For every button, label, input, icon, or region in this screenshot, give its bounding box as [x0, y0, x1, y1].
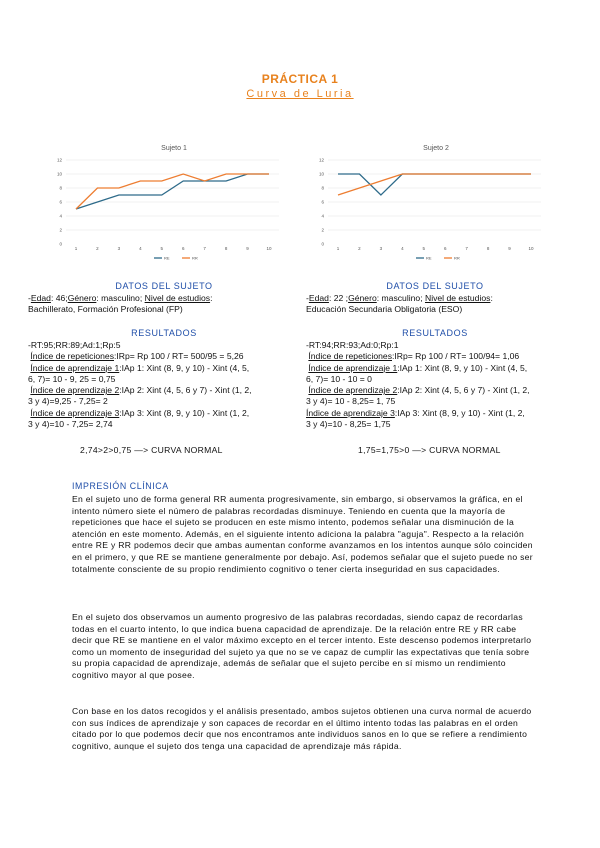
series-line-rr [338, 174, 531, 195]
ia3-label: Índice de aprendizaje 3 [30, 407, 120, 418]
nivel-value: : [210, 293, 213, 303]
ia3-value: :IAp 3: Xint (8, 9, y 10) - Xint (1, 2, [394, 407, 525, 418]
nivel-label: Nivel de estudios [424, 293, 491, 303]
resultados-subject-1: -RT:95;RR:89;Ad:1;Rp:5 Índice de repeticiones:IRp= Rp 100 / RT= 500/95 = 5,26 Índice de aprendizaje 1:IAp 1: Xint (8, 9, y 10) - Xint (4, 5, 6, 7)= 10 - 9, 25 = 0,75 Índice de aprendizaje 2:IAp 2: Xint (4, 5, 6 y 7) - Xint (1, 2, 3 y 4)=9,25 - 7,25= 2 Índice de aprendizaje 3:IAp 3: Xint (8, 9, y 10) - Xint (1, 2, 3 y 4)=10 - 7,25= 2,74 [28, 340, 303, 430]
chart-title: Sujeto 1 [161, 145, 187, 152]
x-tick-label: 3 [117, 246, 121, 251]
legend-label: RR [454, 255, 460, 261]
ia3-cont: 3 y 4)=10 - 7,25= 2,74 [28, 419, 113, 430]
edad-value: : 46; [50, 293, 68, 303]
chart-title: Sujeto 2 [423, 145, 449, 152]
page-title: PRÁCTICA 1 [261, 72, 339, 86]
y-tick-label: 2 [59, 227, 62, 233]
genero-label: Género [67, 293, 97, 303]
ia1-label: Índice de aprendizaje 1 [30, 362, 120, 373]
y-tick-label: 0 [321, 241, 324, 247]
x-tick-label: 8 [486, 246, 490, 251]
ia1-label: Índice de aprendizaje 1 [308, 362, 398, 373]
x-tick-label: 7 [203, 246, 206, 251]
ip-label: Índice de repeticiones [308, 351, 392, 362]
page-subtitle: Curva de Luria [246, 88, 354, 100]
y-tick-label: 2 [321, 227, 324, 233]
genero-value: : masculino; [376, 293, 425, 303]
x-tick-label: 5 [422, 246, 426, 251]
chart-sujeto-1-svg [54, 138, 294, 273]
edad-label: Edad [30, 293, 51, 303]
ia1-value: :IAp 1: Xint (8, 9, y 10) - Xint (4, 5, [119, 362, 250, 373]
x-tick-label: 6 [443, 246, 447, 251]
ip-value: :IRp= Rp 100 / RT= 100/94= 1,06 [392, 351, 520, 362]
x-tick-label: 5 [160, 246, 164, 251]
ia1-cont: 6, 7)= 10 - 10 = 0 [306, 373, 372, 384]
legend-label: RE [164, 255, 170, 261]
ia2-cont: 3 y 4)= 10 - 8,25= 1, 75 [306, 396, 396, 407]
x-tick-label: 9 [508, 246, 511, 251]
x-tick-label: 6 [181, 246, 185, 251]
legend-label: RR [192, 255, 198, 261]
ia3-cont: 3 y 4)=10 - 8,25= 1,75 [306, 419, 391, 430]
chart-sujeto-2 [316, 138, 556, 278]
genero-value: : masculino; [96, 293, 145, 303]
nivel-value: : [490, 293, 493, 303]
conclusion-1: 2,74>2>0,75 —> CURVA NORMAL [80, 445, 223, 455]
nivel-label: Nivel de estudios [144, 293, 211, 303]
datos-subject-2: -Edad: 22 ;Género: masculino; Nivel de estudios: Educación Secundaria Obligatoria (ESO) [306, 293, 581, 316]
x-tick-label: 7 [465, 246, 468, 251]
x-tick-label: 3 [379, 246, 383, 251]
ia2-label: Índice de aprendizaje 2 [30, 385, 120, 396]
y-tick-label: 10 [318, 171, 324, 177]
y-tick-label: 8 [59, 185, 62, 191]
resultados-heading-1: RESULTADOS [131, 328, 197, 338]
legend-label: RE [426, 255, 432, 261]
series-line-rr [76, 174, 269, 209]
ia1-value: :IAp 1: Xint (8, 9, y 10) - Xint (4, 5, [397, 362, 528, 373]
ia2-label: Índice de aprendizaje 2 [308, 385, 398, 396]
edad-value: : 22 ; [328, 293, 349, 303]
rt-line: RT:95;RR:89;Ad:1;Rp:5 [30, 340, 121, 350]
datos-subject-1: -Edad: 46;Género: masculino; Nivel de estudios: Bachillerato, Formación Profesional (FP) [28, 293, 303, 316]
y-tick-label: 6 [321, 199, 324, 205]
x-tick-label: 1 [74, 246, 78, 251]
x-tick-label: 1 [336, 246, 340, 251]
y-tick-label: 10 [56, 171, 62, 177]
ia1-cont: 6, 7)= 10 - 9, 25 = 0,75 [28, 373, 116, 384]
x-tick-label: 2 [358, 246, 361, 251]
chart-sujeto-1 [54, 138, 294, 278]
y-tick-label: 12 [318, 157, 324, 163]
estudios-value: Bachillerato, Formación Profesional (FP) [28, 304, 183, 315]
x-tick-label: 4 [139, 246, 142, 251]
x-tick-label: 10 [266, 246, 272, 251]
ia2-value: :IAp 2: Xint (4, 5, 6 y 7) - Xint (1, 2, [119, 385, 252, 396]
ip-value: :IRp= Rp 100 / RT= 500/95 = 5,26 [114, 351, 244, 362]
x-tick-label: 2 [96, 246, 99, 251]
datos-heading-1: DATOS DEL SUJETO [115, 281, 213, 291]
series-line-re [76, 174, 269, 209]
impresion-title: IMPRESIÓN CLÍNICA [72, 481, 169, 491]
y-tick-label: 4 [59, 213, 62, 219]
x-tick-label: 8 [224, 246, 228, 251]
y-tick-label: 4 [321, 213, 324, 219]
y-tick-label: 12 [56, 157, 62, 163]
estudios-value: Educación Secundaria Obligatoria (ESO) [306, 304, 463, 315]
resultados-heading-2: RESULTADOS [402, 328, 468, 338]
edad-label: Edad [308, 293, 329, 303]
y-tick-label: 8 [321, 185, 324, 191]
series-line-re [338, 174, 531, 195]
x-tick-label: 4 [401, 246, 404, 251]
ia2-value: :IAp 2: Xint (4, 5, 6 y 7) - Xint (1, 2, [397, 385, 530, 396]
rt-line: RT:94;RR:93;Ad:0;Rp:1 [308, 340, 399, 350]
y-tick-label: 6 [59, 199, 62, 205]
x-tick-label: 9 [246, 246, 249, 251]
ia3-value: :IAp 3: Xint (8, 9, y 10) - Xint (1, 2, [119, 407, 250, 418]
impresion-paragraph-3: Con base en los datos recogidos y el análisis presentado, ambos sujetos obtienen una curva normal de acuerdo con sus índices de aprendizaje y son capaces de recordar en el último intento todas las palabras en el orden citado por lo que podemos decir que nos encontramos ante individuos sanos en lo que se refiere a rendimiento cognitivo, aunque el sujeto dos tenga una capacidad de aprendizaje más rápida. [72, 706, 532, 751]
impresion-paragraph-1: En el sujeto uno de forma general RR aumenta progresivamente, sin embargo, si observamos la gráfica, en el intento número siete el número de palabras recordadas disminuye. Teniendo en cuenta que la mayoría de repeticiones que hace el sujeto se producen en este mismo intento, podemos señalar una disminución de la atención en este momento. Además, en el siguiente intento adiciona la palabra "aguja". Respecto a la relación entre RE y RR podemos decir que ambas aumentan conforme avanzamos en los intentos aunque sólo coinciden en el primero, y que RE se mantiene generalmente por debajo. Así, podemos señalar que el sujeto puede no ser totalmente consciente de su propio rendimiento cognitivo o tener cierta inseguridad en sus capacidades. [72, 494, 533, 574]
resultados-subject-2: -RT:94;RR:93;Ad:0;Rp:1 Índice de repeticiones:IRp= Rp 100 / RT= 100/94= 1,06 Índice de aprendizaje 1:IAp 1: Xint (8, 9, y 10) - Xint (4, 5, 6, 7)= 10 - 10 = 0 Índice de aprendizaje 2:IAp 2: Xint (4, 5, 6 y 7) - Xint (1, 2, 3 y 4)= 10 - 8,25= 1, 75 Índice de aprendizaje 3:IAp 3: Xint (8, 9, y 10) - Xint (1, 2, 3 y 4)=10 - 8,25= 1,75 [306, 340, 581, 430]
ip-label: Índice de repeticiones [30, 351, 114, 362]
conclusion-2: 1,75=1,75>0 —> CURVA NORMAL [358, 445, 501, 455]
chart-sujeto-2-svg [316, 138, 556, 273]
impresion-paragraph-2: En el sujeto dos observamos un aumento progresivo de las palabras recordadas, siendo capaz de recordarlas todas en el cuarto intento, lo que indica buena capacidad de aprendizaje. De la relación entre RE y RR cabe decir que RE se mantiene en el valor máximo excepto en el tercer intento. Este descenso podemos interpretarlo como un momento de inseguridad del sujeto ya que no se ve capaz de cumplir las expectativas que tenía sobre su propia capacidad de aprendizaje, además de señalar que el sujeto percibe en sí mismo un rendimiento cognitivo mayor al que posee. [72, 612, 532, 680]
x-tick-label: 10 [528, 246, 534, 251]
genero-label: Género [348, 293, 377, 303]
datos-heading-2: DATOS DEL SUJETO [386, 281, 484, 291]
ia2-cont: 3 y 4)=9,25 - 7,25= 2 [28, 396, 108, 407]
y-tick-label: 0 [59, 241, 62, 247]
ia3-label: Índice de aprendizaje 3 [306, 407, 395, 418]
